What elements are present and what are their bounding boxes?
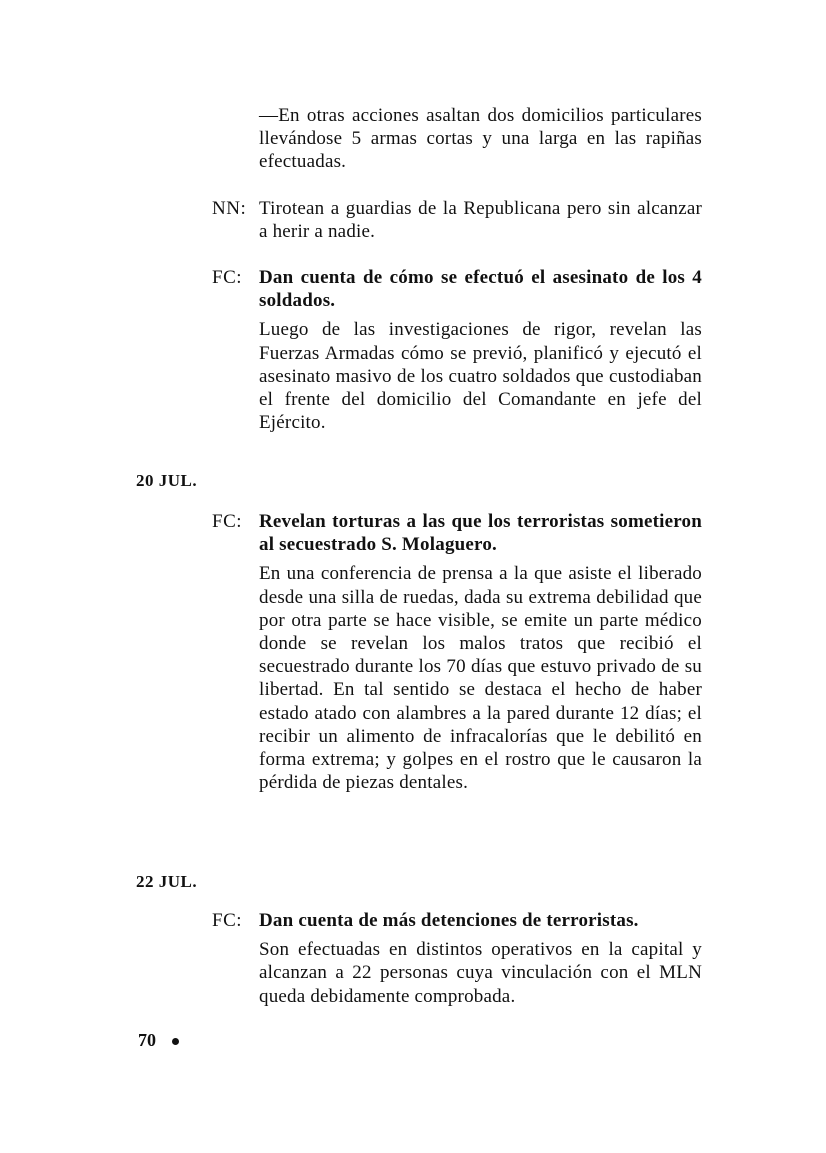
page-footer xyxy=(138,1030,179,1051)
entry-headline: Dan cuenta de cómo se efectuó el asesinato de los 4 soldados. xyxy=(259,267,702,312)
bullet-icon xyxy=(172,1038,179,1045)
source-tag: FC: xyxy=(212,910,243,931)
entry-body: Son efectuadas en distintos operativos en la capital y alcanzan a 22 personas cuya vinculación con el MLN queda debidamente comprobada. xyxy=(259,939,702,1007)
entry-headline: Revelan torturas a las que los terroristas sometieron al secuestrado S. Molaguero. xyxy=(259,511,702,556)
entry-body: Luego de las investigaciones de rigor, revelan las Fuerzas Armadas cómo se previó, planificó y ejecutó el asesinato masivo de los cuatro soldados que custodiaban el frente del domicilio del Comandante en jefe del Ejército. xyxy=(259,319,702,434)
page-number: 70 xyxy=(138,1030,156,1050)
entry-body: —En otras acciones asaltan dos domicilios particulares llevándose 5 armas cortas y una larga en las rapiñas efectuadas. xyxy=(259,105,702,173)
source-tag: NN: xyxy=(212,198,247,219)
source-tag: FC: xyxy=(212,267,243,288)
entry-terrorist-arrests xyxy=(212,909,702,1008)
date-heading: 20 JUL. xyxy=(136,471,198,490)
entry-soldiers-murder xyxy=(212,266,702,434)
entry-torture-report xyxy=(212,510,702,794)
entry-body: Tirotean a guardias de la Republicana pero sin alcanzar a herir a nadie. xyxy=(259,198,702,243)
date-heading: 22 JUL. xyxy=(136,872,198,891)
entry-headline: Dan cuenta de más detenciones de terroristas. xyxy=(259,910,639,931)
entry-body: En una conferencia de prensa a la que asiste el liberado desde una silla de ruedas, dada su extrema debilidad que por otra parte se hace visible, se emite un parte médico donde se revelan los malos tratos que recibió el secuestrado durante los 70 días que estuvo privado de su libertad. En tal sentido se destaca el hecho de haber estado atado con alambres a la pared durante 12 días; el recibir un alimento de infracalorías que le debilitó en forma extrema; y golpes en el rostro que le causaron la pérdida de piezas dentales. xyxy=(259,563,702,794)
entry-republicana-shooting xyxy=(212,197,702,243)
entry-armed-robbery xyxy=(212,104,702,174)
source-tag: FC: xyxy=(212,511,243,532)
